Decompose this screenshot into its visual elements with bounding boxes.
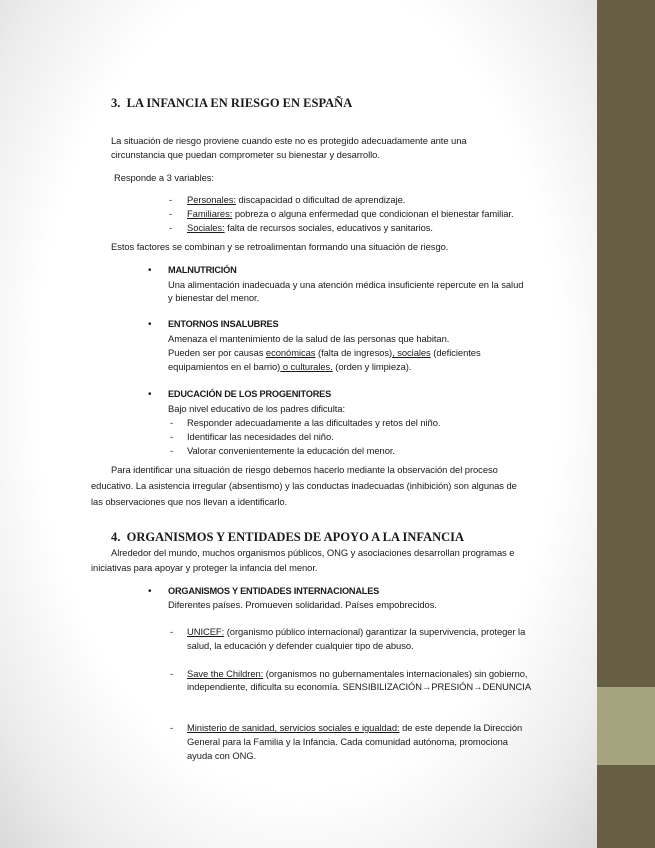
section3-heading	[111, 96, 352, 111]
entornos-line2	[168, 346, 481, 360]
sidebar-accent-block	[597, 687, 655, 765]
bullet-marker: •	[148, 586, 152, 597]
org-term: Ministerio de sanidad, servicios sociales e igualdad:	[187, 722, 400, 733]
section4-intro-line1: Alrededor del mundo, muchos organismos públicos, ONG y asociaciones desarrollan programas e	[111, 547, 515, 558]
dash-marker: -	[170, 722, 174, 733]
variable-term: Sociales:	[187, 222, 225, 233]
educacion-item: Identificar las necesidades del niño.	[187, 431, 334, 442]
entornos-line3	[168, 360, 411, 374]
closing-line3: las observaciones que nos llevan a identificarlo.	[91, 496, 288, 507]
variable-desc: discapacidad o dificultad de aprendizaje.	[235, 194, 406, 205]
bullet-marker: •	[148, 265, 152, 276]
section4-heading	[111, 530, 464, 545]
dash-marker: -	[170, 445, 174, 456]
variable-familiares	[187, 207, 514, 221]
save-line1	[187, 667, 527, 681]
dash-marker: -	[170, 431, 174, 442]
dash-marker: -	[169, 208, 173, 219]
text-run: (falta de ingresos)	[315, 347, 393, 358]
entornos-line1: Amenaza el mantenimiento de la salud de las personas que habitan.	[168, 333, 450, 344]
bullet-marker: •	[148, 319, 152, 330]
text-run: (organismos no gubernamentales internacionales) sin gobierno,	[263, 668, 528, 679]
variable-term: Personales:	[187, 194, 236, 205]
underlined-term: o culturales.	[280, 361, 333, 372]
save-line2: independiente, dificulta su economía. SENSIBILIZACIÓN→PRESIÓN→DENUNCIA	[187, 681, 532, 692]
text-run: (deficientes	[430, 347, 481, 358]
section4-intro-line2: iniciativas para apoyar y proteger la infancia del menor.	[91, 562, 318, 573]
text-run: equipamientos en el barrio)	[168, 361, 281, 372]
malnutricion-heading: MALNUTRICIÓN	[168, 265, 237, 275]
text-run: (organismo público internacional) garantizar la supervivencia, proteger la	[224, 626, 526, 637]
bullet-marker: •	[148, 389, 152, 400]
educacion-heading: EDUCACIÓN DE LOS PROGENITORES	[168, 389, 331, 399]
unicef-line1	[187, 625, 525, 639]
dash-marker: -	[169, 222, 173, 233]
unicef-line2: salud, la educación y defender cualquier tipo de abuso.	[187, 640, 414, 651]
educacion-item: Responder adecuadamente a las dificultades y retos del niño.	[187, 417, 441, 428]
dash-marker: -	[170, 668, 174, 679]
text-run: (orden y limpieza).	[332, 361, 412, 372]
section3-title: LA INFANCIA EN RIESGO EN ESPAÑA	[126, 96, 353, 110]
closing-line1: Para identificar una situación de riesgo debemos hacerlo mediante la observación del proceso	[111, 464, 498, 475]
variables-intro: Responde a 3 variables:	[114, 172, 214, 183]
org-term: Save the Children:	[187, 668, 264, 679]
variable-term: Familiares:	[187, 208, 233, 219]
dash-marker: -	[170, 417, 174, 428]
section3-intro-line1: La situación de riesgo proviene cuando este no es protegido adecuadamente ante una	[111, 135, 467, 146]
educacion-item: Valorar convenientemente la educación del menor.	[187, 445, 395, 456]
text-run: de este depende la Dirección	[399, 722, 523, 733]
section4-title: ORGANISMOS Y ENTIDADES DE APOYO A LA INFANCIA	[126, 530, 465, 544]
malnutricion-line2: y bienestar del menor.	[168, 292, 260, 303]
variable-desc: falta de recursos sociales, educativos y sanitarios.	[224, 222, 433, 233]
underlined-term: económicas	[265, 347, 316, 358]
internacionales-heading: ORGANISMOS Y ENTIDADES INTERNACIONALES	[168, 586, 380, 596]
section3-intro-line2: circunstancia que puedan comprometer su bienestar y desarrollo.	[111, 149, 380, 160]
variable-personales	[187, 193, 405, 207]
underlined-term: , sociales	[392, 347, 431, 358]
text-run: Pueden ser por causas	[168, 347, 266, 358]
malnutricion-line1: Una alimentación inadecuada y una atención médica insuficiente repercute en la salud	[168, 279, 524, 290]
internacionales-line1: Diferentes países. Promueven solidaridad. Países empobrecidos.	[168, 599, 437, 610]
factors-text: Estos factores se combinan y se retroalimentan formando una situación de riesgo.	[111, 241, 449, 252]
dash-marker: -	[170, 626, 174, 637]
org-term: UNICEF:	[187, 626, 225, 637]
ministerio-line1	[187, 721, 522, 735]
entornos-heading: ENTORNOS INSALUBRES	[168, 319, 279, 329]
dash-marker: -	[169, 194, 173, 205]
educacion-line1: Bajo nivel educativo de los padres dificulta:	[168, 403, 346, 414]
section4-number: 4.	[111, 530, 121, 544]
section3-number: 3.	[111, 96, 121, 110]
variable-desc: pobreza o alguna enfermedad que condicionan el bienestar familiar.	[232, 208, 514, 219]
variable-sociales	[187, 221, 433, 235]
closing-line2: educativo. La asistencia irregular (absentismo) y las conductas inadecuadas (inhibición) son algunas de	[91, 480, 517, 491]
ministerio-line3: ayuda con ONG.	[187, 750, 257, 761]
ministerio-line2: General para la Familia y la Infancia. Cada comunidad autónoma, promociona	[187, 736, 508, 747]
